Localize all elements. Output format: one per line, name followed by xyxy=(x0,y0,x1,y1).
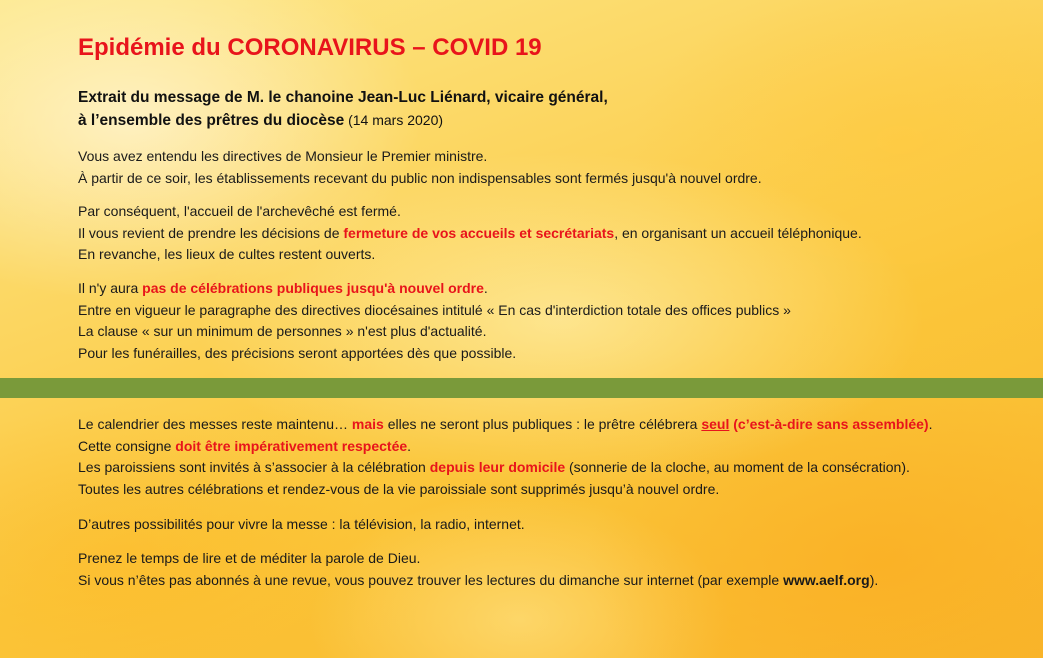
p4-line-2c: . xyxy=(407,437,412,454)
paragraph-directives xyxy=(78,146,762,189)
p6-line-2c: ). xyxy=(869,571,879,588)
aelf-link[interactable]: www.aelf.org xyxy=(783,571,870,588)
p3-line-1a: Il n'y aura xyxy=(78,280,143,296)
p3-line-3: La clause « sur un minimum de personnes » n'est plus d'actualité. xyxy=(78,323,487,339)
page-title: Epidémie du CORONAVIRUS – COVID 19 xyxy=(78,34,542,61)
p2-line-1: Par conséquent, l'accueil de l'archevêché est fermé. xyxy=(78,203,401,219)
paragraph-possibilites xyxy=(78,514,525,536)
intro-date: (14 mars 2020) xyxy=(344,112,444,128)
paragraph-parole xyxy=(78,548,878,591)
paragraph-calendrier xyxy=(78,414,932,500)
p1-line-2: À partir de ce soir, les établissements recevant du public non indispensables sont fermés jusqu'à nouvel ordre. xyxy=(78,169,762,186)
p4-line-3c: (sonnerie de la cloche, au moment de la consécration). xyxy=(565,459,910,475)
divider-band xyxy=(0,378,1043,398)
p4-line-4: Toutes les autres célébrations et rendez-vous de la vie paroissiale sont supprimés jusqu’à nouvel ordre. xyxy=(78,480,720,497)
intro-line-2: à l’ensemble des prêtres du diocèse xyxy=(78,112,345,129)
p4-line-1f: . xyxy=(928,416,933,432)
p3-line-1c: . xyxy=(483,280,488,296)
p4-highlight-seul: seul xyxy=(701,416,730,432)
paragraph-archeveche xyxy=(78,201,862,266)
p6-line-1: Prenez le temps de lire et de méditer la parole de Dieu. xyxy=(78,550,421,566)
p2-line-2c: , en organisant un accueil téléphonique. xyxy=(614,224,862,241)
p6-line-2a: Si vous n’êtes pas abonnés à une revue, vous pouvez trouver les lectures du dimanche sur internet (par exemple xyxy=(78,571,784,588)
p4-line-3a: Les paroissiens sont invités à s’associer à la célébration xyxy=(78,459,430,475)
p4-line-1a: Le calendrier des messes reste maintenu… xyxy=(78,416,352,432)
p2-highlight: fermeture de vos accueils et secrétariats xyxy=(343,224,615,241)
p4-highlight-sans-assemblee: (c’est-à-dire sans assemblée) xyxy=(729,416,929,432)
p3-highlight: pas de célébrations publiques jusqu'à nouvel ordre xyxy=(142,280,484,296)
p4-highlight-consigne: doit être impérativement respectée xyxy=(175,437,408,454)
p4-highlight-domicile: depuis leur domicile xyxy=(429,459,566,475)
paragraph-celebrations xyxy=(78,278,791,364)
p5-line-1: D’autres possibilités pour vivre la messe : la télévision, la radio, internet. xyxy=(78,516,525,532)
p4-line-1c: elles ne seront plus publiques : le prêtre célébrera xyxy=(383,416,702,432)
p1-line-1: Vous avez entendu les directives de Monsieur le Premier ministre. xyxy=(78,148,488,164)
intro-heading xyxy=(78,86,608,132)
p3-line-4: Pour les funérailles, des précisions seront apportées dès que possible. xyxy=(78,344,517,361)
p2-line-3: En revanche, les lieux de cultes restent ouverts. xyxy=(78,246,376,262)
intro-line-1: Extrait du message de M. le chanoine Jean-Luc Liénard, vicaire général, xyxy=(78,89,608,106)
p3-line-2: Entre en vigueur le paragraphe des directives diocésaines intitulé « En cas d'interdiction totale des offices publics » xyxy=(78,301,791,318)
p4-line-2a: Cette consigne xyxy=(78,437,176,454)
p4-highlight-mais: mais xyxy=(351,416,384,432)
p2-line-2a: Il vous revient de prendre les décisions de xyxy=(78,224,344,241)
